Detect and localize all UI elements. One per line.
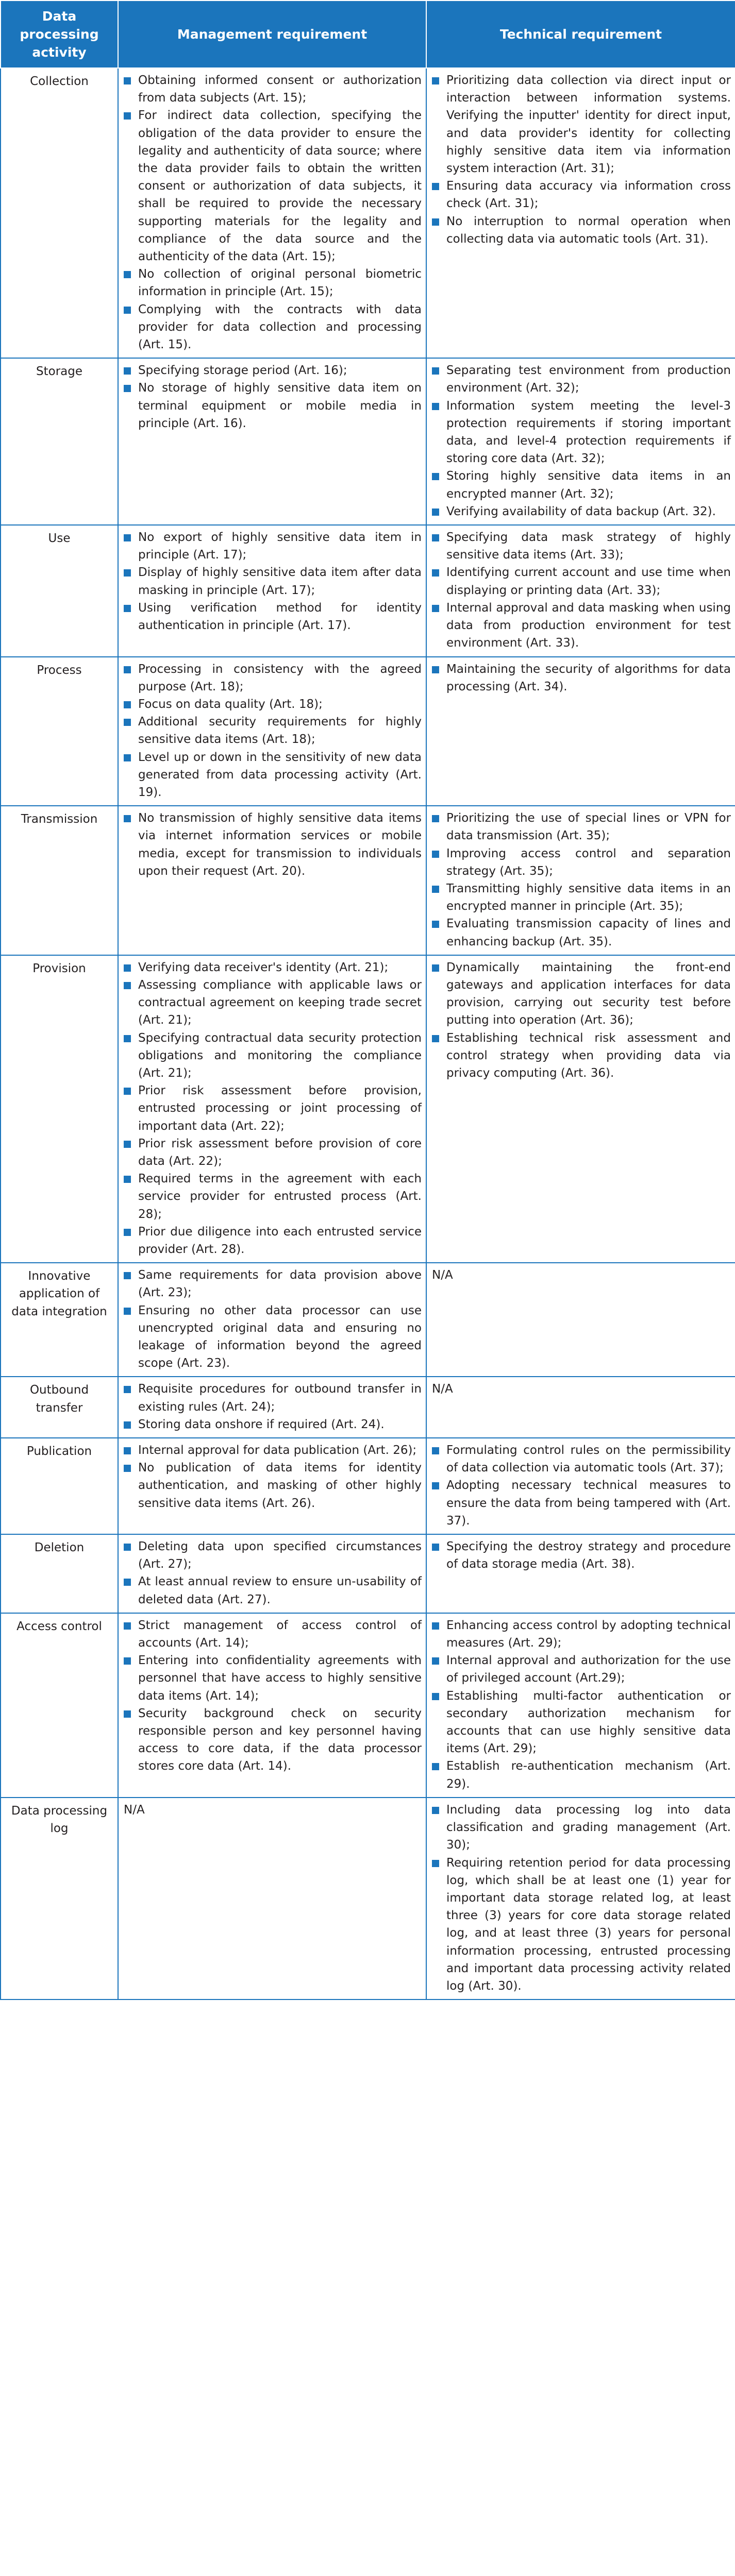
list-item-text: Specifying contractual data security protection obligations and monitoring the compliance (Art. 21);: [138, 1031, 422, 1080]
list-item: [431, 213, 731, 248]
bullet-square-icon: [124, 605, 131, 612]
list-item-text: Focus on data quality (Art. 18);: [138, 697, 323, 711]
technical-cell: [426, 657, 735, 806]
list-item-text: For indirect data collection, specifying the obligation of the data provider to ensure the legality and authenticity of data source; where the data provider fails to obtain the written consent or authorization of data subjects, it shall be required to provide the necessary supporting materials for the legality and compliance of the data source and the authenticity of the data (Art. 15);: [138, 109, 422, 264]
header-row: [1, 1, 735, 68]
header-activity: Data processing activity: [1, 1, 118, 68]
bullet-square-icon: [124, 1657, 131, 1665]
bullet-square-icon: [124, 1447, 131, 1454]
list-item-text: Internal approval for data publication (Art. 26);: [138, 1444, 417, 1458]
technical-cell: [426, 1798, 735, 1999]
bullet-square-icon: [432, 1622, 439, 1630]
list-item-text: Ensuring data accuracy via information cross check (Art. 31);: [446, 179, 731, 211]
list-item-text: Improving access control and separation strategy (Art. 35);: [446, 846, 731, 878]
list-item: [123, 1416, 422, 1433]
bullet-square-icon: [124, 1308, 131, 1315]
list-item: [123, 379, 422, 432]
list-item: [123, 1082, 422, 1135]
technical-list: [431, 1617, 731, 1793]
list-item-text: Establishing technical risk assessment and control strategy when providing data via privacy computing (Art. 36).: [446, 1031, 731, 1080]
list-item: [123, 976, 422, 1029]
management-cell: [118, 68, 426, 358]
management-list: [123, 1617, 422, 1775]
list-item: [123, 1652, 422, 1705]
list-item: [123, 599, 422, 634]
list-item-text: Prioritizing data collection via direct input or interaction between information systems. Verifying the inputter' identity for direct input, and data provider's identity for collecting highly sensitive data item via information system interaction (Art. 31);: [446, 74, 731, 176]
list-item-text: No interruption to normal operation when collecting data via automatic tools (Art. 31).: [446, 214, 731, 246]
bullet-square-icon: [124, 1141, 131, 1148]
activity-cell: Use: [1, 525, 118, 656]
list-item: [123, 564, 422, 599]
list-item-text: Ensuring no other data processor can use unencrypted original data and ensuring no leakage of information beyond the agreed scope (Art. 23).: [138, 1303, 422, 1370]
technical-cell: [426, 525, 735, 656]
list-item: [123, 1266, 422, 1301]
bullet-square-icon: [124, 1272, 131, 1279]
list-item-text: Prioritizing the use of special lines or VPN for data transmission (Art. 35);: [446, 811, 731, 843]
list-item-text: Entering into confidentiality agreements with personnel that have access to highly sensitive data items (Art. 14);: [138, 1654, 422, 1703]
technical-list: [431, 1801, 731, 1995]
bullet-square-icon: [124, 719, 131, 726]
list-item-text: Display of highly sensitive data item after data masking in principle (Art. 17);: [138, 566, 422, 597]
list-item: [431, 1687, 731, 1758]
list-item: [123, 696, 422, 713]
bullet-square-icon: [432, 77, 439, 84]
bullet-square-icon: [432, 666, 439, 673]
bullet-square-icon: [124, 385, 131, 392]
list-item-text: Prior risk assessment before provision of core data (Art. 22);: [138, 1137, 422, 1168]
management-list: [123, 1266, 422, 1372]
activity-cell: Innovative application of data integration: [1, 1263, 118, 1377]
list-item-text: Prior risk assessment before provision, entrusted processing or joint processing of important data (Art. 22);: [138, 1084, 422, 1133]
list-item-text: Processing in consistency with the agreed purpose (Art. 18);: [138, 662, 422, 693]
list-item-text: Requiring retention period for data processing log, which shall be at least one (1) year for important data storage related log, at least three (3) years for core data storage related log, and at least three (3) years for personal information processing, entrusted processing and important data processing activity related log (Art. 30).: [446, 1856, 731, 1993]
list-item: [431, 1442, 731, 1477]
table-row: [1, 525, 735, 656]
list-item: [431, 915, 731, 950]
bullet-square-icon: [432, 569, 439, 577]
bullet-square-icon: [432, 473, 439, 480]
bullet-square-icon: [432, 1482, 439, 1489]
bullet-square-icon: [124, 964, 131, 972]
technical-na-cell: N/A: [426, 1377, 735, 1438]
list-item-text: Strict management of access control of accounts (Art. 14);: [138, 1618, 422, 1650]
management-list: [123, 1442, 422, 1512]
list-item-text: Same requirements for data provision above (Art. 23);: [138, 1268, 422, 1300]
list-item: [431, 1854, 731, 1995]
bullet-square-icon: [432, 1693, 439, 1700]
list-item-text: No transmission of highly sensitive data items via internet information services or mobile media, except for transmission to individuals upon their request (Art. 20).: [138, 811, 422, 878]
list-item: [431, 1029, 731, 1082]
list-item: [123, 265, 422, 300]
bullet-square-icon: [432, 403, 439, 410]
technical-cell: [426, 955, 735, 1263]
bullet-square-icon: [432, 534, 439, 541]
bullet-square-icon: [432, 1860, 439, 1867]
list-item: [431, 959, 731, 1029]
bullet-square-icon: [432, 1544, 439, 1551]
list-item: [123, 72, 422, 107]
bullet-square-icon: [432, 1447, 439, 1454]
bullet-square-icon: [432, 886, 439, 893]
bullet-square-icon: [124, 754, 131, 761]
management-cell: [118, 358, 426, 525]
list-item: [123, 529, 422, 564]
bullet-square-icon: [124, 1088, 131, 1095]
list-item: [431, 880, 731, 915]
list-item: [123, 301, 422, 354]
list-item: [431, 362, 731, 397]
technical-cell: [426, 1534, 735, 1613]
technical-list: [431, 660, 731, 696]
list-item: [123, 713, 422, 748]
technical-list: [431, 1442, 731, 1530]
bullet-square-icon: [432, 1657, 439, 1665]
bullet-square-icon: [124, 112, 131, 120]
activity-cell: Access control: [1, 1613, 118, 1798]
table-row: [1, 1377, 735, 1438]
bullet-square-icon: [432, 367, 439, 375]
bullet-square-icon: [124, 1465, 131, 1472]
management-cell: [118, 806, 426, 955]
list-item-text: No storage of highly sensitive data item on terminal equipment or mobile media in principle (Art. 16).: [138, 381, 422, 430]
activity-cell: Provision: [1, 955, 118, 1263]
list-item: [431, 1652, 731, 1687]
list-item-text: Obtaining informed consent or authorization from data subjects (Art. 15);: [138, 74, 422, 105]
list-item: [123, 1380, 422, 1415]
management-list: [123, 529, 422, 634]
management-cell: [118, 955, 426, 1263]
list-item: [123, 1302, 422, 1372]
table-row: [1, 806, 735, 955]
bullet-square-icon: [124, 1544, 131, 1551]
list-item-text: Identifying current account and use time when displaying or printing data (Art. 33);: [446, 566, 731, 597]
management-list: [123, 362, 422, 432]
table-row: [1, 955, 735, 1263]
table-row: [1, 358, 735, 525]
list-item: [431, 564, 731, 599]
bullet-square-icon: [124, 666, 131, 673]
list-item-text: Formulating control rules on the permissibility of data collection via automatic tools (Art. 37);: [446, 1444, 731, 1475]
list-item: [431, 467, 731, 502]
list-item: [123, 959, 422, 976]
list-item-text: Specifying the destroy strategy and procedure of data storage media (Art. 38).: [446, 1540, 731, 1571]
management-cell: [118, 1263, 426, 1377]
table-row: [1, 1263, 735, 1377]
list-item: [123, 1223, 422, 1258]
table-row: [1, 1438, 735, 1534]
list-item: [123, 1029, 422, 1082]
technical-list: [431, 959, 731, 1082]
list-item-text: Required terms in the agreement with each service provider for entrusted process (Art. 28);: [138, 1172, 422, 1221]
list-item-text: Information system meeting the level-3 protection requirements if storing important data, and level-4 protection requirements if storing core data (Art. 32);: [446, 399, 731, 466]
bullet-square-icon: [124, 534, 131, 541]
list-item: [431, 599, 731, 652]
management-cell: [118, 1534, 426, 1613]
management-cell: [118, 1613, 426, 1798]
bullet-square-icon: [124, 1035, 131, 1042]
list-item: [123, 660, 422, 696]
list-item: [431, 845, 731, 880]
list-item-text: Level up or down in the sensitivity of new data generated from data processing activity (Art. 19).: [138, 750, 422, 799]
management-cell: [118, 657, 426, 806]
management-list: [123, 809, 422, 880]
bullet-square-icon: [124, 982, 131, 989]
list-item-text: Verifying data receiver's identity (Art. 21);: [138, 960, 389, 974]
bullet-square-icon: [124, 77, 131, 84]
bullet-square-icon: [432, 1763, 439, 1770]
table-row: [1, 1798, 735, 1999]
bullet-square-icon: [432, 218, 439, 226]
management-cell: [118, 1377, 426, 1438]
list-item: [431, 660, 731, 696]
management-cell: [118, 525, 426, 656]
list-item-text: Separating test environment from production environment (Art. 32);: [446, 364, 731, 395]
technical-list: [431, 809, 731, 951]
bullet-square-icon: [124, 1386, 131, 1393]
list-item: [123, 809, 422, 880]
list-item: [431, 1477, 731, 1530]
management-list: [123, 1538, 422, 1608]
table-row: [1, 657, 735, 806]
bullet-square-icon: [124, 1710, 131, 1718]
bullet-square-icon: [432, 964, 439, 972]
list-item: [123, 1705, 422, 1775]
list-item-text: Additional security requirements for highly sensitive data items (Art. 18);: [138, 715, 422, 747]
list-item: [123, 1459, 422, 1512]
list-item: [123, 1538, 422, 1573]
bullet-square-icon: [432, 183, 439, 190]
list-item: [431, 72, 731, 177]
list-item: [431, 503, 731, 520]
activity-cell: Transmission: [1, 806, 118, 955]
list-item-text: Using verification method for identity authentication in principle (Art. 17).: [138, 601, 422, 633]
management-list: [123, 1380, 422, 1433]
list-item-text: Including data processing log into data classification and grading management (Art. 30);: [446, 1803, 731, 1852]
list-item-text: No export of highly sensitive data item in principle (Art. 17);: [138, 531, 422, 562]
list-item: [123, 362, 422, 379]
table-body: [1, 68, 735, 1999]
table-row: [1, 68, 735, 358]
activity-cell: Data processing log: [1, 1798, 118, 1999]
technical-cell: [426, 1438, 735, 1534]
header-management: Management requirement: [118, 1, 426, 68]
list-item-text: Prior due diligence into each entrusted service provider (Art. 28).: [138, 1225, 422, 1256]
table-row: [1, 1534, 735, 1613]
activity-cell: Storage: [1, 358, 118, 525]
list-item-text: Specifying storage period (Art. 16);: [138, 364, 347, 378]
list-item-text: Evaluating transmission capacity of lines and enhancing backup (Art. 35).: [446, 917, 731, 948]
list-item: [431, 397, 731, 468]
bullet-square-icon: [124, 1421, 131, 1429]
list-item: [431, 177, 731, 212]
technical-cell: [426, 806, 735, 955]
list-item-text: No publication of data items for identity authentication, and masking of other highly sensitive data items (Art. 26).: [138, 1461, 422, 1510]
technical-list: [431, 1538, 731, 1573]
list-item: [431, 1801, 731, 1854]
list-item: [431, 809, 731, 844]
list-item-text: At least annual review to ensure un-usability of deleted data (Art. 27).: [138, 1575, 422, 1606]
list-item-text: Internal approval and data masking when using data from production environment for test environment (Art. 33).: [446, 601, 731, 650]
technical-na-cell: N/A: [426, 1263, 735, 1377]
list-item: [123, 1617, 422, 1652]
activity-cell: Deletion: [1, 1534, 118, 1613]
bullet-square-icon: [432, 921, 439, 928]
table-row: [1, 1613, 735, 1798]
list-item-text: Security background check on security responsible person and key personnel having access to core data, if the data processor stores core data (Art. 14).: [138, 1706, 422, 1773]
list-item-text: Enhancing access control by adopting technical measures (Art. 29);: [446, 1618, 731, 1650]
bullet-square-icon: [124, 569, 131, 577]
activity-cell: Collection: [1, 68, 118, 358]
list-item-text: No collection of original personal biometric information in principle (Art. 15);: [138, 267, 422, 299]
technical-list: [431, 362, 731, 520]
list-item: [123, 1442, 422, 1459]
technical-cell: [426, 1613, 735, 1798]
bullet-square-icon: [124, 307, 131, 314]
bullet-square-icon: [124, 367, 131, 375]
list-item-text: Maintaining the security of algorithms for data processing (Art. 34).: [446, 662, 731, 693]
list-item-text: Storing data onshore if required (Art. 24).: [138, 1417, 385, 1431]
list-item-text: Establishing multi-factor authentication or secondary authorization mechanism for accounts that can use highly sensitive data items (Art. 29);: [446, 1689, 731, 1756]
header-technical: Technical requirement: [426, 1, 735, 68]
list-item-text: Storing highly sensitive data items in an encrypted manner (Art. 32);: [446, 469, 731, 501]
management-list: [123, 660, 422, 802]
bullet-square-icon: [432, 815, 439, 822]
list-item: [431, 1538, 731, 1573]
technical-list: [431, 72, 731, 248]
list-item: [431, 1757, 731, 1792]
technical-cell: [426, 68, 735, 358]
list-item: [123, 1573, 422, 1608]
bullet-square-icon: [124, 815, 131, 822]
technical-list: [431, 529, 731, 652]
management-na-cell: N/A: [118, 1798, 426, 1999]
list-item-text: Verifying availability of data backup (Art. 32).: [446, 504, 716, 518]
technical-cell: [426, 358, 735, 525]
list-item-text: Complying with the contracts with data provider for data collection and processing (Art. 15).: [138, 302, 422, 352]
bullet-square-icon: [124, 1579, 131, 1586]
bullet-square-icon: [432, 509, 439, 516]
bullet-square-icon: [432, 1807, 439, 1814]
bullet-square-icon: [432, 1035, 439, 1042]
list-item-text: Specifying data mask strategy of highly sensitive data items (Art. 33);: [446, 531, 731, 562]
list-item: [123, 1135, 422, 1170]
list-item: [431, 529, 731, 564]
management-list: [123, 72, 422, 353]
bullet-square-icon: [124, 1229, 131, 1236]
bullet-square-icon: [124, 271, 131, 278]
bullet-square-icon: [124, 1176, 131, 1183]
list-item-text: Internal approval and authorization for the use of privileged account (Art.29);: [446, 1654, 731, 1685]
list-item-text: Deleting data upon specified circumstances (Art. 27);: [138, 1540, 422, 1571]
bullet-square-icon: [432, 851, 439, 858]
list-item-text: Establish re-authentication mechanism (Art. 29).: [446, 1759, 731, 1791]
list-item: [431, 1617, 731, 1652]
list-item: [123, 1170, 422, 1223]
bullet-square-icon: [124, 1622, 131, 1630]
activity-cell: Publication: [1, 1438, 118, 1534]
management-list: [123, 959, 422, 1258]
activity-cell: Outbound transfer: [1, 1377, 118, 1438]
list-item-text: Dynamically maintaining the front-end gateways and application interfaces for data provision, carrying out security test before putting into operation (Art. 36);: [446, 960, 731, 1027]
list-item-text: Transmitting highly sensitive data items in an encrypted manner in principle (Art. 35);: [446, 882, 731, 913]
list-item: [123, 749, 422, 802]
list-item: [123, 107, 422, 265]
activity-cell: Process: [1, 657, 118, 806]
list-item-text: Requisite procedures for outbound transfer in existing rules (Art. 24);: [138, 1382, 422, 1414]
bullet-square-icon: [432, 605, 439, 612]
management-cell: [118, 1438, 426, 1534]
bullet-square-icon: [124, 701, 131, 708]
list-item-text: Assessing compliance with applicable laws or contractual agreement on keeping trade secret (Art. 21);: [138, 978, 422, 1027]
list-item-text: Adopting necessary technical measures to ensure the data from being tampered with (Art. 37).: [446, 1479, 731, 1528]
